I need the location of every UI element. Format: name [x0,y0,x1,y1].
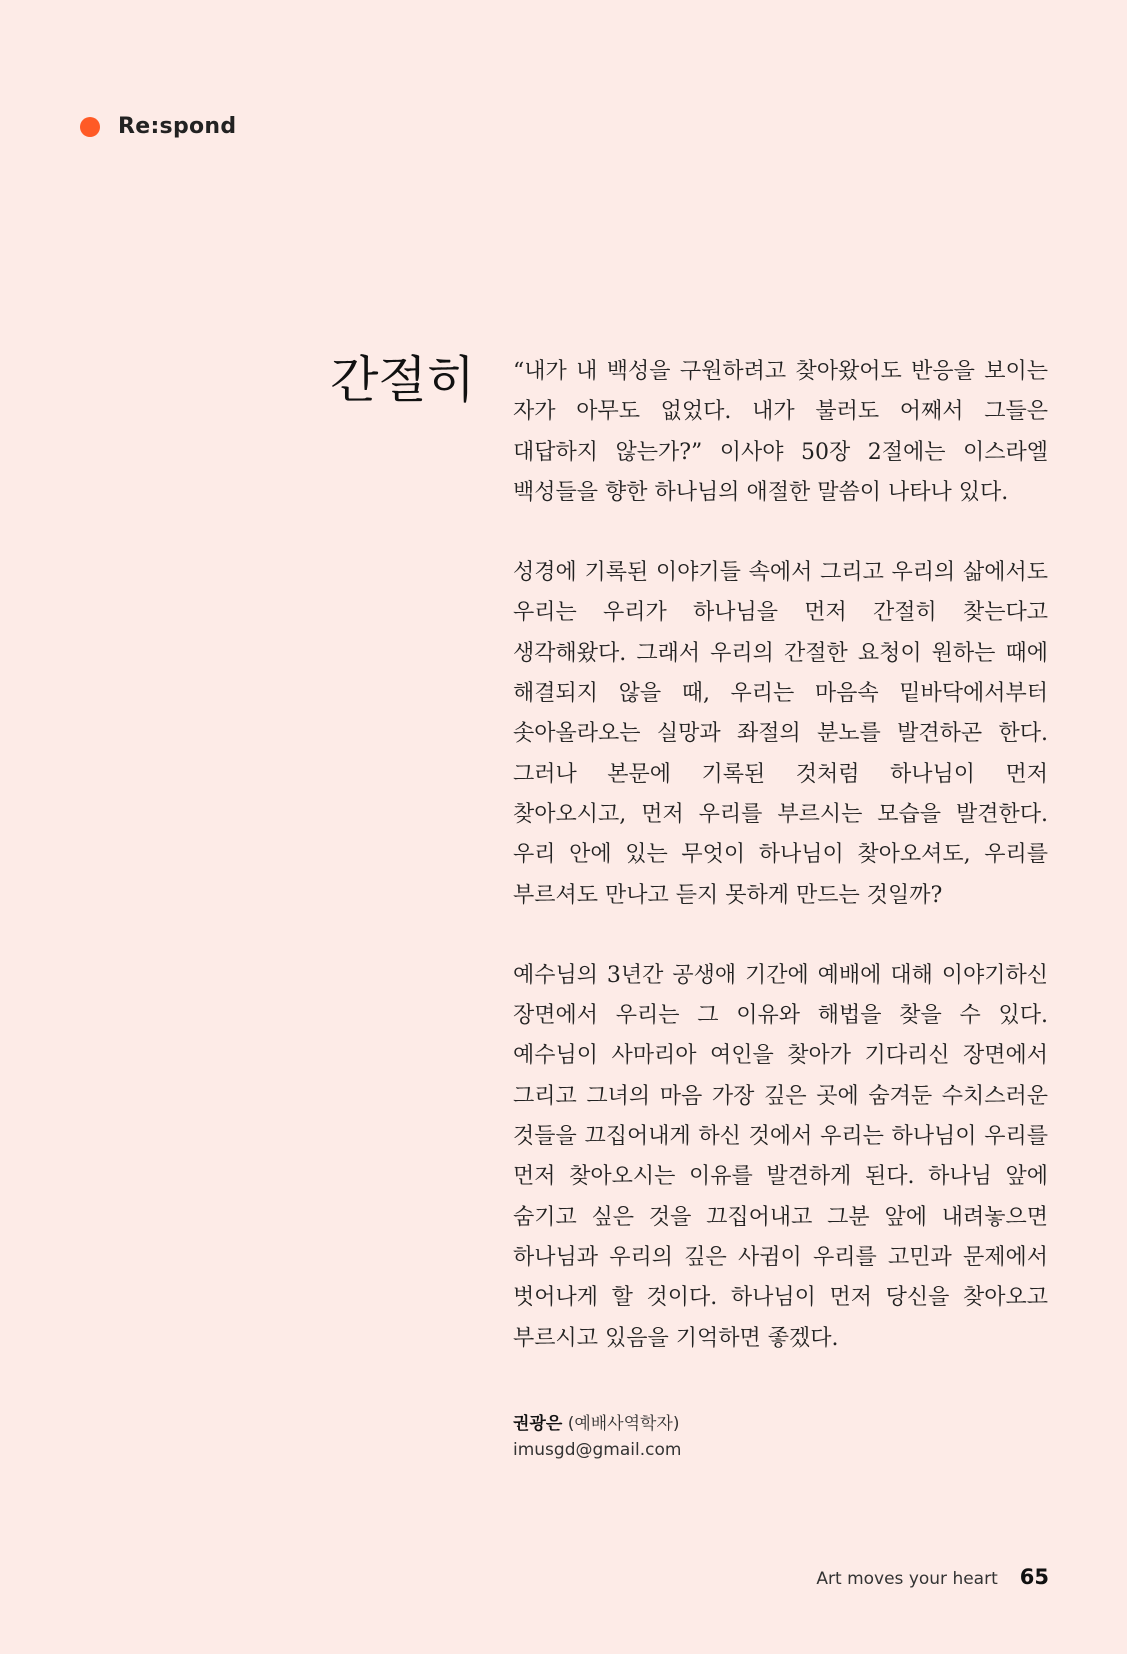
author-name: 권광은 [513,1414,563,1434]
page-footer [816,1565,1049,1589]
section-label: Re:spond [118,114,237,139]
section-tag [80,114,236,139]
article-title: 간절히 [330,351,475,409]
author-email: imusgd@gmail.com [513,1440,682,1460]
page-number: 65 [1019,1565,1049,1589]
section-dot-icon [80,117,100,137]
footer-tagline: Art moves your heart [816,1569,998,1589]
paragraph-3: 예수님의 3년간 공생애 기간에 예배에 대해 이야기하신 장면에서 우리는 그 이유와 해법을 찾을 수 있다. 예수님이 사마리아 여인을 찾아가 기다리신 장면에서 그리고 그녀의 마음 가장 깊은 곳에 숨겨둔 수치스러운 것들을 끄집어내게 하신 것에서 우리는 하나님이 우리를 먼저 찾아오시는 이유를 발견하게 된다. 하나님 앞에 숨기고 싶은 것을 끄집어내고 그분 앞에 내려놓으면 하나님과 우리의 깊은 사귐이 우리를 고민과 문제에서 벗어나게 할 것이다. 하나님이 먼저 당신을 찾아오고 부르시고 있음을 기억하면 좋겠다. [513,962,1048,1351]
author-role: (예배사역학자) [567,1414,680,1434]
paragraph-1: “내가 내 백성을 구원하려고 찾아왔어도 반응을 보이는 자가 아무도 없었다. 내가 불러도 어째서 그들은 대답하지 않는가?” 이사야 50장 2절에는 이스라엘 백성들을 향한 하나님의 애절한 말씀이 나타나 있다. [513,359,1048,505]
paragraph-2: 성경에 기록된 이야기들 속에서 그리고 우리의 삶에서도 우리는 우리가 하나님을 먼저 간절히 찾는다고 생각해왔다. 그래서 우리의 간절한 요청이 원하는 때에 해결되지 않을 때, 우리는 마음속 밑바닥에서부터 솟아올라오는 실망과 좌절의 분노를 발견하곤 한다. 그러나 본문에 기록된 것처럼 하나님이 먼저 찾아오시고, 먼저 우리를 부르시는 모습을 발견한다. 우리 안에 있는 무엇이 하나님이 찾아오셔도, 우리를 부르셔도 만나고 듣지 못하게 만드는 것일까? [513,560,1048,908]
author-block [513,1411,681,1463]
article-body [513,352,1048,1399]
author-line [513,1411,681,1437]
